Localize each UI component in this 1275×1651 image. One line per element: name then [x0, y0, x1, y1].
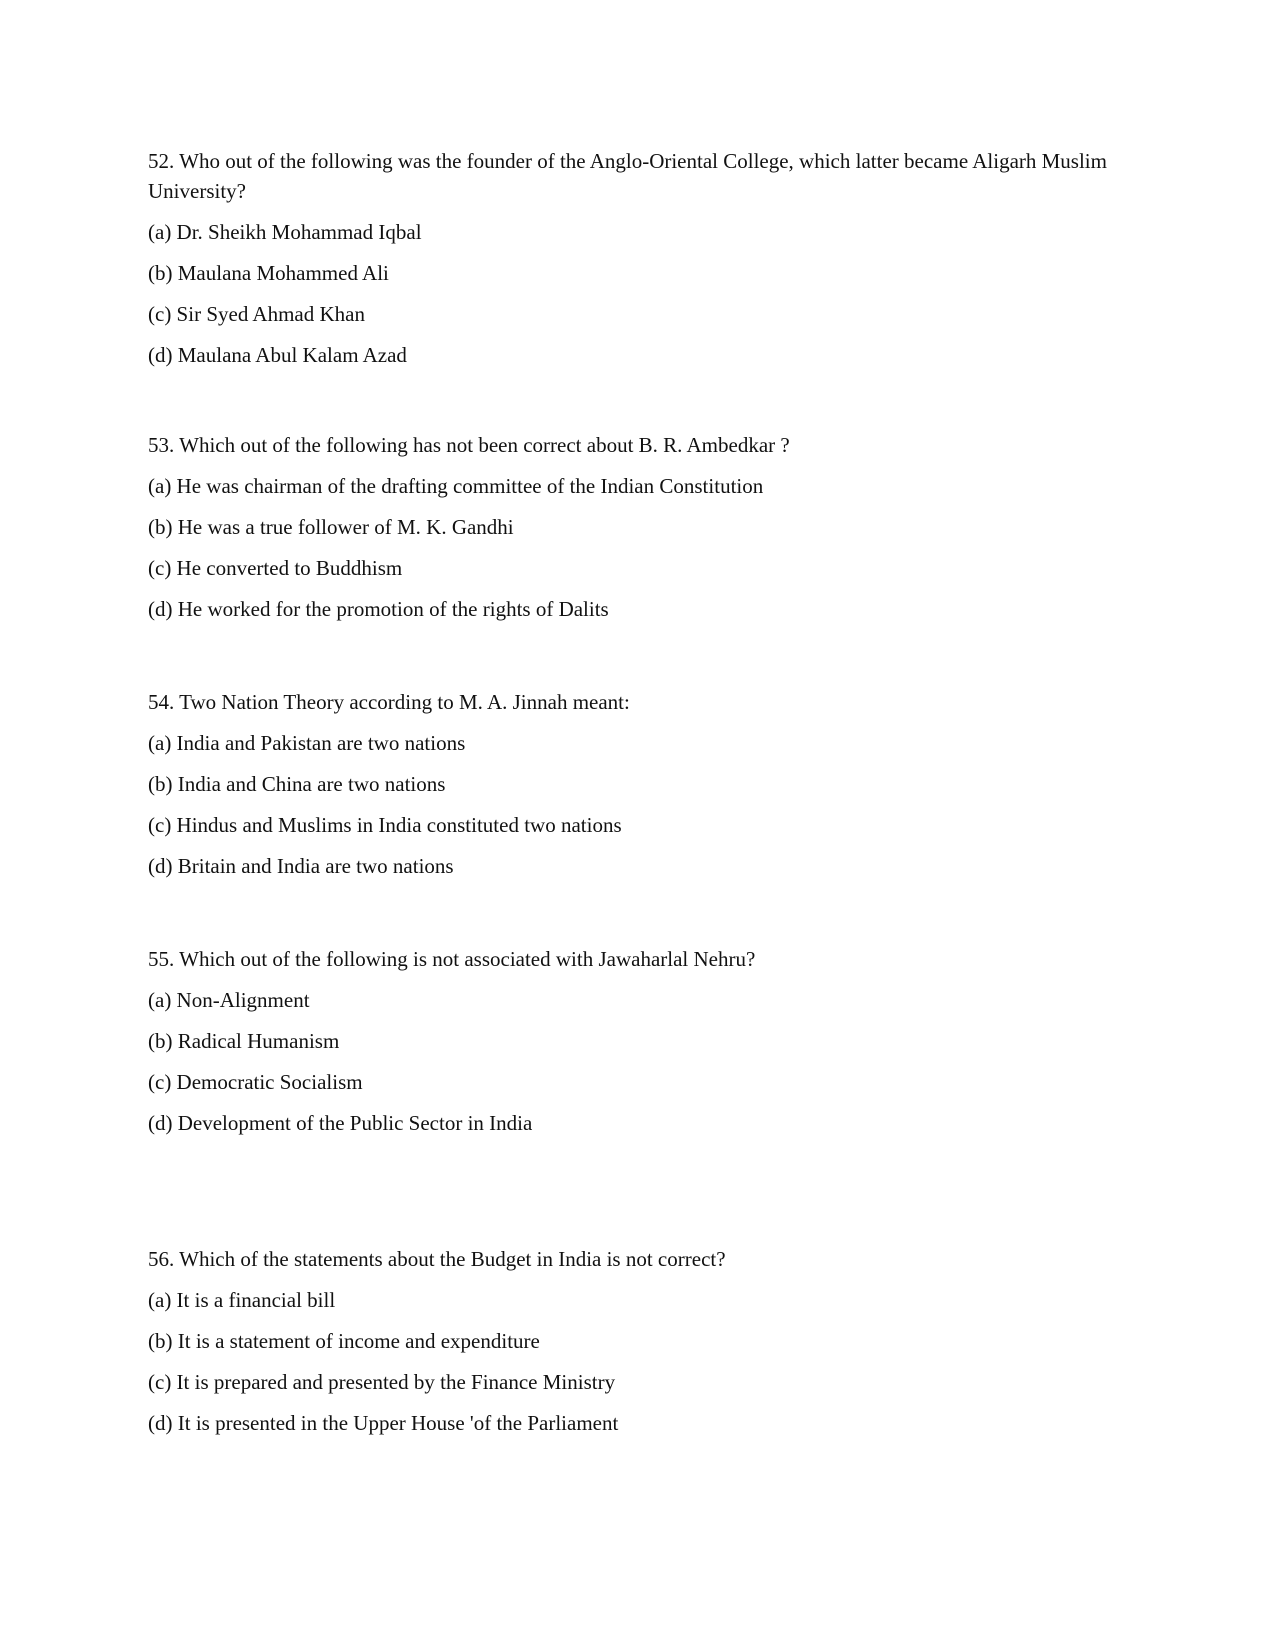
question-52 [148, 146, 1128, 370]
question-56-option-c: (c) It is prepared and presented by the Finance Ministry [148, 1370, 616, 1394]
question-52-stem: 52. Who out of the following was the founder of the Anglo-Oriental College, which latter became Aligarh Muslim University? [148, 149, 1107, 203]
question-53-option-b: (b) He was a true follower of M. K. Gandhi [148, 515, 514, 539]
question-56 [148, 1244, 1128, 1438]
question-56-option-a: (a) It is a financial bill [148, 1288, 336, 1312]
question-56-option-b: (b) It is a statement of income and expenditure [148, 1329, 540, 1353]
question-52-option-a: (a) Dr. Sheikh Mohammad Iqbal [148, 220, 422, 244]
question-54-option-d: (d) Britain and India are two nations [148, 854, 454, 878]
question-56-stem: 56. Which of the statements about the Budget in India is not correct? [148, 1247, 726, 1271]
question-55-option-d: (d) Development of the Public Sector in India [148, 1111, 533, 1135]
question-55 [148, 944, 1128, 1138]
question-53-option-a: (a) He was chairman of the drafting committee of the Indian Constitution [148, 474, 764, 498]
question-52-option-b: (b) Maulana Mohammed Ali [148, 261, 389, 285]
question-55-option-a: (a) Non-Alignment [148, 988, 310, 1012]
question-55-option-b: (b) Radical Humanism [148, 1029, 340, 1053]
question-56-option-d: (d) It is presented in the Upper House 'of the Parliament [148, 1411, 619, 1435]
question-55-option-c: (c) Democratic Socialism [148, 1070, 363, 1094]
question-53 [148, 430, 1128, 624]
question-54-option-b: (b) India and China are two nations [148, 772, 446, 796]
question-54-stem: 54. Two Nation Theory according to M. A. Jinnah meant: [148, 690, 630, 714]
question-53-option-d: (d) He worked for the promotion of the rights of Dalits [148, 597, 609, 621]
question-53-stem: 53. Which out of the following has not been correct about B. R. Ambedkar ? [148, 433, 790, 457]
question-54-option-c: (c) Hindus and Muslims in India constituted two nations [148, 813, 622, 837]
question-52-option-d: (d) Maulana Abul Kalam Azad [148, 343, 407, 367]
question-52-option-c: (c) Sir Syed Ahmad Khan [148, 302, 365, 326]
question-53-option-c: (c) He converted to Buddhism [148, 556, 403, 580]
question-55-stem: 55. Which out of the following is not associated with Jawaharlal Nehru? [148, 947, 756, 971]
question-54-option-a: (a) India and Pakistan are two nations [148, 731, 466, 755]
question-54 [148, 687, 1128, 881]
